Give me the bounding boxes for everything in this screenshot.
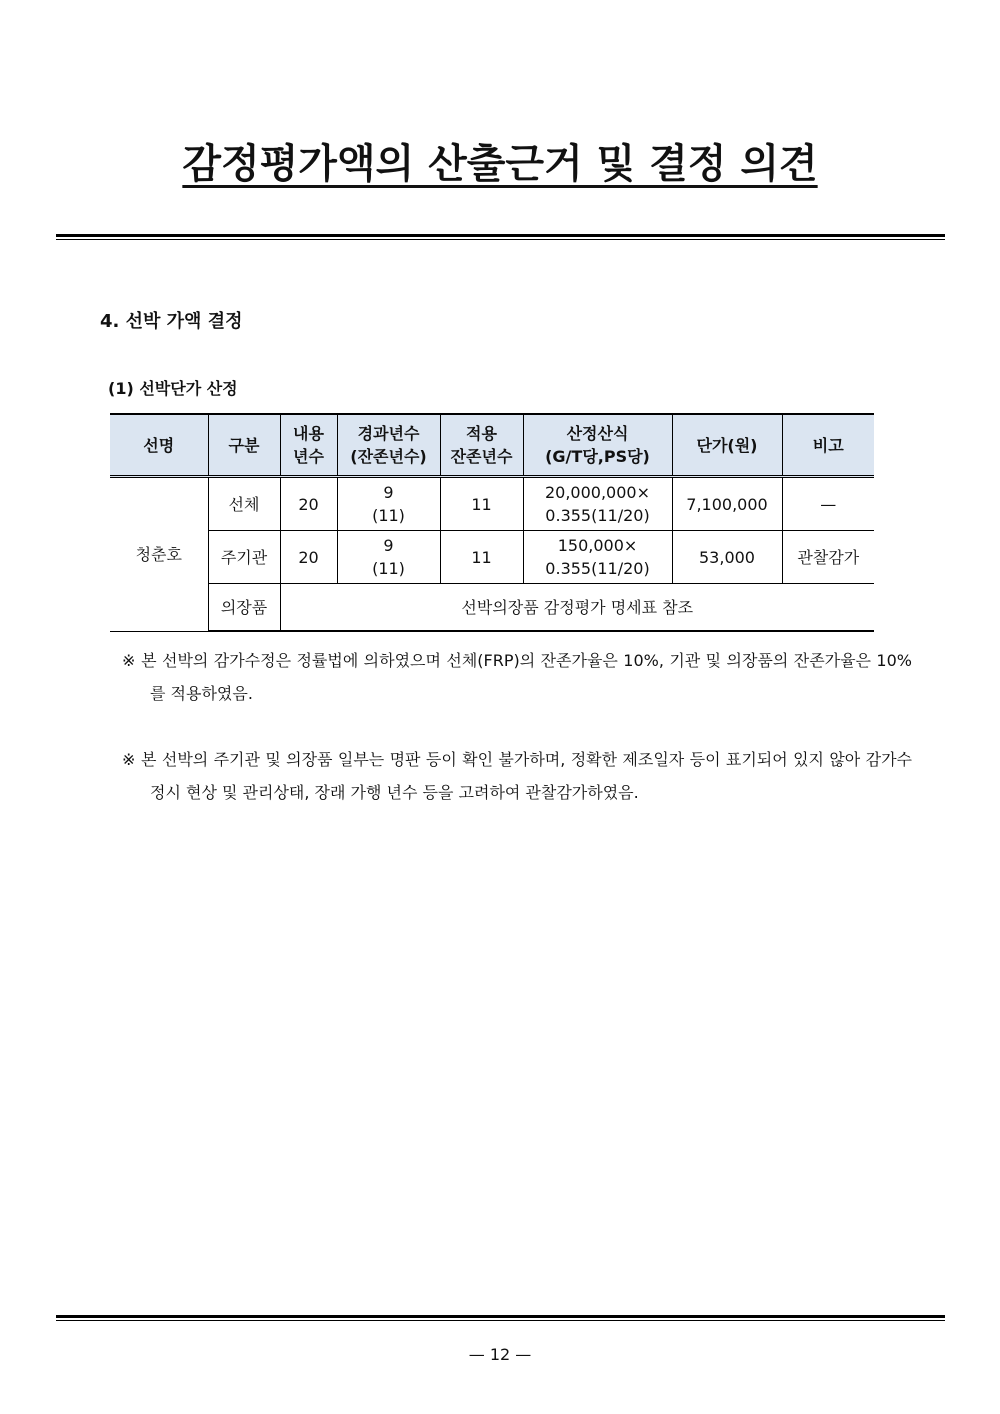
note-observed-depreciation: ※ 본 선박의 주기관 및 의장품 일부는 명판 등이 확인 불가하며, 정확한 제조일자 등이 표기되어 있지 않아 감가수정시 현상 및 관리상태, 장래 가행 년수 등을 고려하여 관찰감가하였음. <box>122 750 912 802</box>
header-unit-price: 단가(원) <box>672 414 782 477</box>
header-remark: 비고 <box>782 414 874 477</box>
header-ship-name: 선명 <box>110 414 208 477</box>
ship-unit-price-table <box>110 413 874 632</box>
table-row <box>110 531 874 584</box>
applied-cell: 11 <box>440 531 523 584</box>
formula-cell: 150,000× 0.355(11/20) <box>523 531 672 584</box>
category-cell: 의장품 <box>208 584 280 632</box>
formula-cell: 20,000,000× 0.355(11/20) <box>523 477 672 531</box>
header-category: 구분 <box>208 414 280 477</box>
applied-cell: 11 <box>440 477 523 531</box>
footer-rule <box>56 1315 945 1321</box>
section-heading: 4. 선박 가액 결정 <box>100 311 243 332</box>
elapsed-cell: 9 (11) <box>337 531 440 584</box>
subsection-heading: (1) 선박단가 산정 <box>108 379 238 398</box>
useful-life-cell: 20 <box>280 477 337 531</box>
page-title-text: 감정평가액의 산출근거 및 결정 의견 <box>182 141 818 187</box>
remark-cell: — <box>782 477 874 531</box>
elapsed-cell: 9 (11) <box>337 477 440 531</box>
header-applied-years: 적용 잔존년수 <box>440 414 523 477</box>
page-title <box>0 132 1000 189</box>
table-header-row <box>110 414 874 477</box>
unit-price-cell: 53,000 <box>672 531 782 584</box>
header-elapsed-years: 경과년수 (잔존년수) <box>337 414 440 477</box>
useful-life-cell: 20 <box>280 531 337 584</box>
header-useful-life: 내용 년수 <box>280 414 337 477</box>
unit-price-cell: 7,100,000 <box>672 477 782 531</box>
note-depreciation: ※ 본 선박의 감가수정은 정률법에 의하였으며 선체(FRP)의 잔존가율은 10%, 기관 및 의장품의 잔존가율은 10%를 적용하였음. <box>122 651 912 703</box>
remark-cell: 관찰감가 <box>782 531 874 584</box>
ship-name-cell: 청춘호 <box>110 477 208 632</box>
category-cell: 선체 <box>208 477 280 531</box>
merged-note-cell: 선박의장품 감정평가 명세표 참조 <box>280 584 874 632</box>
header-formula: 산정산식 (G/T당,PS당) <box>523 414 672 477</box>
page-number: — 12 — <box>468 1345 532 1364</box>
table-row <box>110 477 874 531</box>
table-row <box>110 584 874 632</box>
header-rule <box>56 234 945 240</box>
category-cell: 주기관 <box>208 531 280 584</box>
